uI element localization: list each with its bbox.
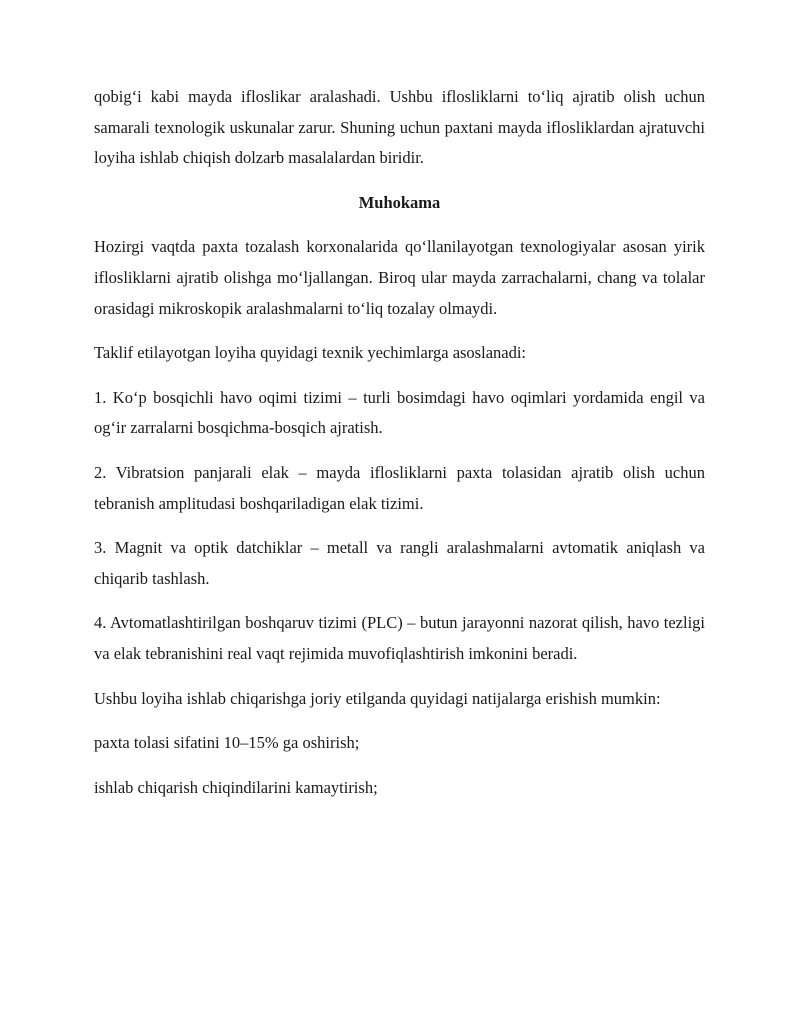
list-item-3: 3. Magnit va optik datchiklar – metall va rangli aralashmalarni avtomatik aniqlash va chiqarib tashlash. [94,538,705,588]
list-item-1: 1. Ko‘p bosqichli havo oqimi tizimi – turli bosimdagi havo oqimlari yordamida engil va og‘ir zarralarni bosqichma-bosqich ajratish. [94,387,705,438]
results-paragraph: Ushbu loyiha ishlab chiqarishga joriy etilganda quyidagi natijalarga erishish mumkin: [94,688,661,708]
list-item-2: 2. Vibratsion panjarali elak – mayda iflosliklarni paxta tolasidan ajratib olish uchun tebranish amplitudasi boshqariladigan elak tizimi. [94,462,705,513]
result-item-2: ishlab chiqarish chiqindilarini kamaytirish; [94,777,378,797]
proposal-paragraph: Taklif etilayotgan loyiha quyidagi texnik yechimlarga asoslanadi: [94,343,527,363]
section-heading: Muhokama [358,192,441,212]
document-page [94,82,705,817]
result-item-1: paxta tolasi sifatini 10–15% ga oshirish; [94,733,360,753]
intro-paragraph: qobig‘i kabi mayda ifloslikar aralashadi. Ushbu iflosliklarni to‘liq ajratib olish uchun samarali texnologik uskunalar zarur. Shuning uchun paxtani mayda iflosliklardan ajratuvchi loyiha ishlab chiqish dolzarb masalalardan biridir. [94,87,705,168]
discussion-paragraph: Hozirgi vaqtda paxta tozalash korxonalarida qo‘llanilayotgan texnologiyalar asosan yirik iflosliklarni ajratib olishga mo‘ljallangan. Biroq ular mayda zarrachalarni, chang va tolalar orasidagi mikroskopik aralashmalarni to‘liq tozalay olmaydi. [94,237,705,318]
list-item-4: 4. Avtomatlashtirilgan boshqaruv tizimi (PLC) – butun jarayonni nazorat qilish, havo tezligi va elak tebranishini real vaqt rejimida muvofiqlashtirish imkonini beradi. [94,613,705,663]
